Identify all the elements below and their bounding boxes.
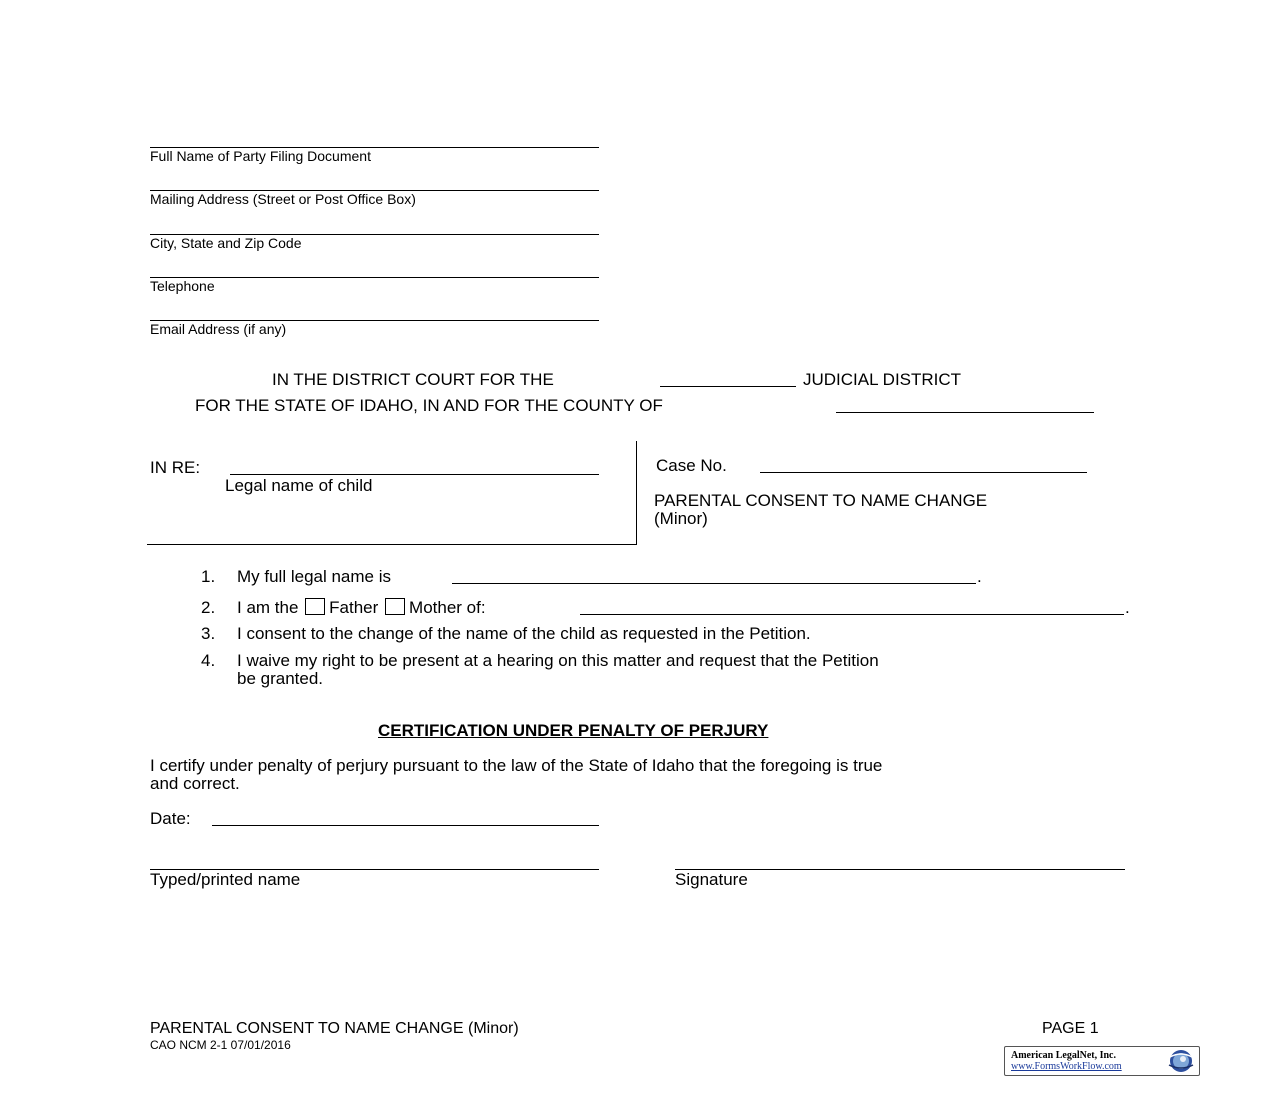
- caption-divider-vertical: [636, 441, 637, 545]
- item-1-period: .: [977, 567, 982, 586]
- child-name-blank[interactable]: [230, 456, 599, 475]
- father-checkbox[interactable]: [305, 598, 325, 615]
- item-3-text: I consent to the change of the name of the child as requested in the Petition.: [237, 624, 811, 643]
- document-title: PARENTAL CONSENT TO NAME CHANGE: [654, 491, 988, 510]
- item-4-text-line1: I waive my right to be present at a hearing on this matter and request that the Petition: [237, 651, 879, 670]
- city-state-zip-label: City, State and Zip Code: [150, 235, 302, 251]
- item-1-number: 1.: [201, 567, 216, 586]
- certification-text-line2: and correct.: [150, 774, 240, 793]
- court-line-1-post: JUDICIAL DISTRICT: [803, 370, 962, 389]
- item-2-number: 2.: [201, 598, 216, 617]
- case-no-blank[interactable]: [760, 454, 1087, 473]
- item-4-text-line2: be granted.: [237, 669, 324, 688]
- footer-form-title: PARENTAL CONSENT TO NAME CHANGE (Minor): [150, 1020, 519, 1037]
- item-2-text-prefix: I am the: [237, 598, 299, 617]
- telephone-label: Telephone: [150, 278, 215, 294]
- printed-name-label: Typed/printed name: [150, 870, 301, 889]
- item-2-line: [237, 598, 486, 618]
- court-line-1-pre: IN THE DISTRICT COURT FOR THE: [272, 370, 554, 389]
- court-line-2-pre: FOR THE STATE OF IDAHO, IN AND FOR THE COUNTY OF: [195, 396, 663, 415]
- telephone-line[interactable]: [150, 277, 599, 278]
- full-name-label: Full Name of Party Filing Document: [150, 148, 371, 164]
- american-legalnet-logo[interactable]: [1004, 1046, 1200, 1076]
- caption-divider-horizontal: [147, 544, 636, 545]
- item-1-text: My full legal name is: [237, 567, 392, 586]
- county-blank[interactable]: [836, 394, 1094, 413]
- certification-text-line1: I certify under penalty of perjury pursuant to the law of the State of Idaho that the foregoing is true: [150, 756, 883, 775]
- father-label: Father: [329, 598, 379, 617]
- signature-label: Signature: [675, 870, 748, 889]
- document-subtitle: (Minor): [654, 509, 708, 528]
- item-4-number: 4.: [201, 651, 216, 670]
- email-label: Email Address (if any): [150, 321, 287, 337]
- item-3-number: 3.: [201, 624, 216, 643]
- mother-label: Mother of:: [409, 598, 486, 617]
- full-legal-name-blank[interactable]: [452, 565, 976, 584]
- globe-icon: [1161, 1047, 1199, 1075]
- in-re-label: IN RE:: [150, 458, 201, 477]
- mailing-address-label: Mailing Address (Street or Post Office Box): [150, 191, 416, 207]
- child-of-blank[interactable]: [580, 596, 1124, 615]
- date-blank[interactable]: [212, 807, 599, 826]
- logo-company-name: American LegalNet, Inc.: [1011, 1050, 1116, 1061]
- footer-page-number: PAGE 1: [1042, 1020, 1099, 1037]
- item-2-period: .: [1125, 598, 1130, 617]
- certification-heading: CERTIFICATION UNDER PENALTY OF PERJURY: [378, 721, 769, 740]
- date-label: Date:: [150, 809, 191, 828]
- mother-checkbox[interactable]: [385, 598, 405, 615]
- footer-form-code: CAO NCM 2-1 07/01/2016: [150, 1038, 291, 1052]
- judicial-district-blank[interactable]: [660, 368, 796, 387]
- case-no-label: Case No.: [656, 456, 727, 475]
- logo-website-link[interactable]: www.FormsWorkFlow.com: [1011, 1061, 1122, 1072]
- child-name-label: Legal name of child: [225, 476, 373, 495]
